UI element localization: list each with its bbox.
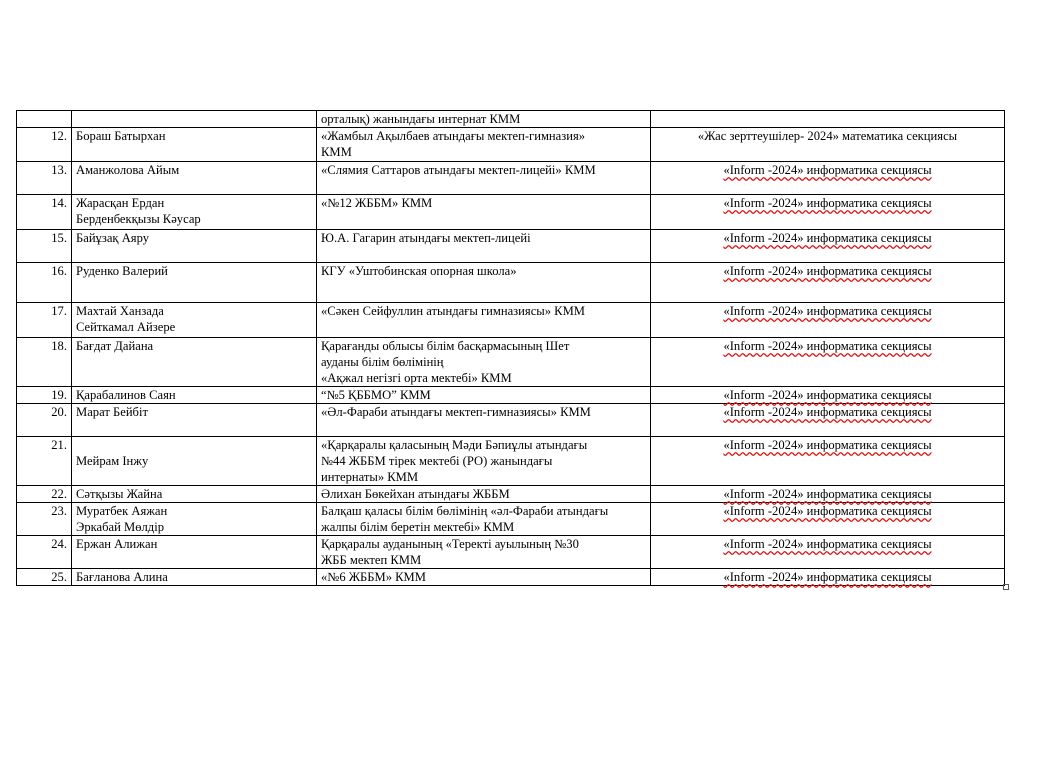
- school-line: «Жамбыл Ақылбаев атындағы мектеп-гимназия»: [321, 129, 586, 143]
- table-row: [17, 162, 1005, 195]
- name-line: Аманжолова Айым: [76, 163, 180, 177]
- school-line: «Слямия Саттаров атындағы мектеп-лицейі» КММ: [321, 163, 596, 177]
- cell-name: [72, 162, 317, 195]
- cell-section: [651, 128, 1005, 162]
- table-row: [17, 569, 1005, 586]
- school-line: ауданы білім бөлімінің: [321, 355, 444, 369]
- cell-school: [317, 162, 651, 195]
- school-line: №44 ЖББМ тірек мектебі (РО) жанындағы: [321, 454, 553, 468]
- school-line: ЖББ мектеп КММ: [321, 553, 422, 567]
- cell-name: [72, 111, 317, 128]
- section-label: «Inform -2024» информатика секциясы: [723, 163, 932, 177]
- cell-section: [651, 437, 1005, 486]
- cell-number: 23.: [17, 503, 72, 536]
- cell-number: 17.: [17, 303, 72, 338]
- table-row: [17, 536, 1005, 569]
- section-label: «Inform -2024» информатика секциясы: [723, 487, 932, 501]
- table-resize-handle[interactable]: [1003, 584, 1009, 590]
- name-line: Эркабай Мөлдір: [76, 520, 164, 534]
- section-label: «Inform -2024» информатика секциясы: [723, 405, 932, 419]
- cell-school: [317, 230, 651, 263]
- name-line: Байұзақ Аяру: [76, 231, 150, 245]
- name-line: Мейрам Інжу: [76, 454, 149, 468]
- table-row: [17, 303, 1005, 338]
- cell-section: [651, 263, 1005, 303]
- cell-number: 16.: [17, 263, 72, 303]
- name-line: Ержан Алижан: [76, 537, 158, 551]
- cell-section: [651, 338, 1005, 387]
- cell-school: [317, 195, 651, 230]
- name-line: Сәтқызы Жайна: [76, 487, 163, 501]
- cell-section: [651, 230, 1005, 263]
- cell-school: [317, 263, 651, 303]
- school-line: КММ: [321, 145, 352, 159]
- cell-section: [651, 503, 1005, 536]
- cell-school: [317, 338, 651, 387]
- cell-name: [72, 437, 317, 486]
- cell-number: 15.: [17, 230, 72, 263]
- cell-name: [72, 404, 317, 437]
- cell-section: [651, 195, 1005, 230]
- cell-school: [317, 437, 651, 486]
- school-line: жалпы білім беретін мектебі» КММ: [321, 520, 515, 534]
- table-row: [17, 437, 1005, 486]
- school-line: “№5 ҚББМО” КММ: [321, 388, 431, 402]
- cell-section: [651, 162, 1005, 195]
- section-label: «Inform -2024» информатика секциясы: [723, 304, 932, 318]
- name-line: Қарабалинов Саян: [76, 388, 176, 402]
- table-row-continuation: [17, 111, 1005, 128]
- cell-section: [651, 536, 1005, 569]
- cell-name: [72, 338, 317, 387]
- cell-name: [72, 536, 317, 569]
- school-line: Балқаш қаласы білім бөлімінің «әл-Фараби атындағы: [321, 504, 609, 518]
- cell-number: 14.: [17, 195, 72, 230]
- cell-name: [72, 569, 317, 586]
- section-label: «Inform -2024» информатика секциясы: [723, 504, 932, 518]
- cell-name: [72, 128, 317, 162]
- cell-school: [317, 111, 651, 128]
- cell-name: [72, 263, 317, 303]
- section-label: «Inform -2024» информатика секциясы: [723, 570, 932, 584]
- cell-name: [72, 486, 317, 503]
- cell-number: 12.: [17, 128, 72, 162]
- name-line: Жарасқан Ердан: [76, 196, 165, 210]
- cell-number: 25.: [17, 569, 72, 586]
- table-row: [17, 338, 1005, 387]
- school-line: Ю.А. Гагарин атындағы мектеп-лицейі: [321, 231, 531, 245]
- school-line: орталық) жанындағы интернат КММ: [321, 112, 521, 126]
- section-label: «Inform -2024» информатика секциясы: [723, 438, 932, 452]
- cell-name: [72, 230, 317, 263]
- cell-section: [651, 404, 1005, 437]
- cell-number: 19.: [17, 387, 72, 404]
- cell-school: [317, 387, 651, 404]
- table-row: [17, 230, 1005, 263]
- school-line: интернаты» КММ: [321, 470, 419, 484]
- name-line: Сейткамал Айзере: [76, 320, 176, 334]
- cell-school: [317, 303, 651, 338]
- school-line: Әлихан Бөкейхан атындағы ЖББМ: [321, 487, 510, 501]
- name-line: Бораш Батырхан: [76, 129, 166, 143]
- table-row: [17, 128, 1005, 162]
- name-line: Берденбекқызы Кәусар: [76, 212, 201, 226]
- cell-section: [651, 486, 1005, 503]
- section-label: «Inform -2024» информатика секциясы: [723, 231, 932, 245]
- cell-number: 20.: [17, 404, 72, 437]
- cell-number: 24.: [17, 536, 72, 569]
- cell-number: [17, 111, 72, 128]
- name-line: Муратбек Аяжан: [76, 504, 168, 518]
- cell-school: [317, 404, 651, 437]
- cell-number: 22.: [17, 486, 72, 503]
- table-row: [17, 404, 1005, 437]
- school-line: «№12 ЖББМ» КММ: [321, 196, 433, 210]
- section-label: «Inform -2024» информатика секциясы: [723, 388, 932, 402]
- name-line: Бағланова Алина: [76, 570, 168, 584]
- school-line: «№6 ЖББМ» КММ: [321, 570, 426, 584]
- school-line: «Қарқаралы қаласының Мәди Бәпиұлы атындағы: [321, 438, 588, 452]
- cell-number: 13.: [17, 162, 72, 195]
- cell-school: [317, 503, 651, 536]
- cell-name: [72, 387, 317, 404]
- cell-section: [651, 111, 1005, 128]
- section-label: «Inform -2024» информатика секциясы: [723, 196, 932, 210]
- cell-section: [651, 569, 1005, 586]
- school-line: «Әл-Фараби атындағы мектеп-гимназиясы» КММ: [321, 405, 591, 419]
- cell-name: [72, 195, 317, 230]
- table-row: [17, 486, 1005, 503]
- cell-section: [651, 303, 1005, 338]
- section-label: «Inform -2024» информатика секциясы: [723, 264, 932, 278]
- table-row: [17, 195, 1005, 230]
- name-line: Руденко Валерий: [76, 264, 168, 278]
- cell-name: [72, 503, 317, 536]
- cell-school: [317, 569, 651, 586]
- name-line: Марат Бейбіт: [76, 405, 148, 419]
- name-line: Махтай Ханзада: [76, 304, 164, 318]
- school-line: КГУ «Уштобинская опорная школа»: [321, 264, 517, 278]
- table-row: [17, 387, 1005, 404]
- cell-school: [317, 536, 651, 569]
- school-line: «Ақжал негізгі орта мектебі» КММ: [321, 371, 512, 385]
- section-label: «Жас зерттеушілер- 2024» математика секциясы: [697, 129, 958, 143]
- cell-section: [651, 387, 1005, 404]
- participants-table: [16, 110, 1005, 586]
- section-label: «Inform -2024» информатика секциясы: [723, 537, 932, 551]
- cell-school: [317, 128, 651, 162]
- section-label: «Inform -2024» информатика секциясы: [723, 339, 932, 353]
- school-line: Қарқаралы ауданының «Теректі ауылының №30: [321, 537, 579, 551]
- table-row: [17, 263, 1005, 303]
- name-line: Бағдат Дайана: [76, 339, 154, 353]
- school-line: Қарағанды облысы білім басқармасының Шет: [321, 339, 570, 353]
- cell-number: 18.: [17, 338, 72, 387]
- cell-school: [317, 486, 651, 503]
- school-line: «Сәкен Сейфуллин атындағы гимназиясы» КММ: [321, 304, 585, 318]
- table-row: [17, 503, 1005, 536]
- cell-name: [72, 303, 317, 338]
- cell-number: 21.: [17, 437, 72, 486]
